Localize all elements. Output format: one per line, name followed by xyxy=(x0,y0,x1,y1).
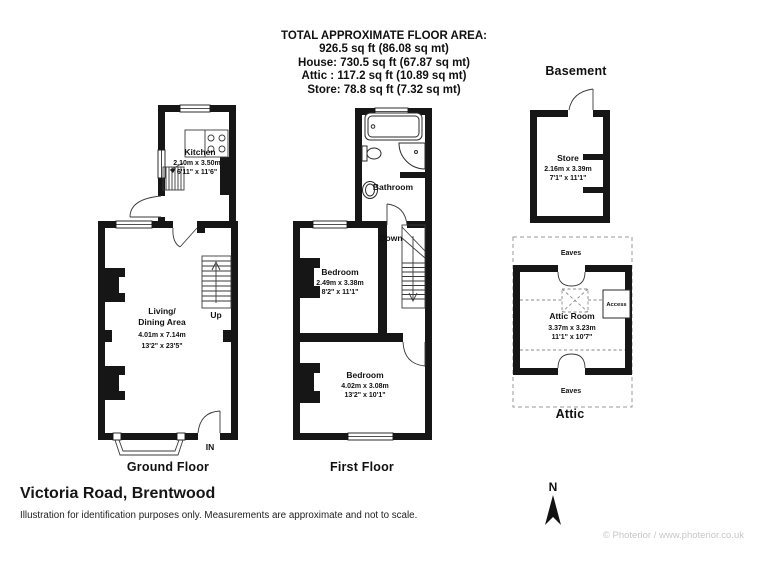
stair-void xyxy=(562,289,588,312)
room-name-label: Attic Room xyxy=(549,311,595,321)
room-dimensions-imperial: 8'2" x 11'1" xyxy=(321,289,359,296)
room-name-label: Store xyxy=(557,153,579,163)
entrance-opening xyxy=(198,433,220,440)
eaves-label-bottom: Eaves xyxy=(560,388,582,395)
basement-title: Basement xyxy=(545,64,607,78)
room-dimensions-imperial: 13'2" x 10'1" xyxy=(344,392,386,399)
room-dimensions-metric: 3.37m x 3.23m xyxy=(548,325,596,332)
ground-floor-title: Ground Floor xyxy=(126,460,210,474)
living-door-opening xyxy=(173,221,197,228)
dormer-opening-top xyxy=(558,265,585,272)
summary-title: TOTAL APPROXIMATE FLOOR AREA: xyxy=(281,30,487,42)
stairs-up-label: Up xyxy=(210,310,222,320)
summary-house: House: 730.5 sq ft (67.87 sq mt) xyxy=(298,56,470,69)
dormer-opening-bottom xyxy=(558,368,585,375)
property-address: Victoria Road, Brentwood xyxy=(20,485,216,502)
basement-plan xyxy=(515,80,625,230)
room-dimensions-metric: 4.01m x 7.14m xyxy=(138,332,186,339)
room-dimensions-metric: 2.10m x 3.50m xyxy=(173,160,221,167)
staircase-up xyxy=(202,256,231,308)
door-swing xyxy=(569,89,593,110)
entrance-in-label: IN xyxy=(205,442,215,452)
room-name-label: Bathroom xyxy=(372,182,414,192)
basement-stairs xyxy=(163,163,184,190)
room-name-label: Bedroom xyxy=(321,267,359,277)
room-dimensions-imperial: 13'2" x 23'5" xyxy=(141,343,183,350)
bathtub-icon xyxy=(365,113,422,140)
access-label: Access xyxy=(606,302,627,308)
toilet-icon xyxy=(362,146,381,161)
room-name-label: Living/ xyxy=(148,306,176,316)
room-name-label: Dining Area xyxy=(138,317,186,327)
disclaimer-text: Illustration for identification purposes only. Measurements are approximate and not to scale. xyxy=(20,510,418,521)
summary-store: Store: 78.8 sq ft (7.32 sq mt) xyxy=(307,83,461,96)
north-compass xyxy=(542,480,564,533)
room-dimensions-imperial: 6'11" x 11'6" xyxy=(176,169,218,176)
bathroom-door-opening xyxy=(387,221,407,228)
attic-title: Attic xyxy=(555,407,585,421)
room-name-label: Kitchen xyxy=(184,147,216,157)
eaves-label-top: Eaves xyxy=(560,250,582,257)
access-hatch xyxy=(603,290,630,318)
stairs-down-label: Down xyxy=(379,233,403,243)
ground-floor-plan xyxy=(90,100,280,480)
room-dimensions-metric: 2.16m x 3.39m xyxy=(544,166,592,173)
room-dimensions-imperial: 7'1" x 11'1" xyxy=(549,175,587,182)
room-name-label: Bedroom xyxy=(346,370,384,380)
shower-icon xyxy=(399,143,425,169)
room-dimensions-imperial: 11'1" x 10'7" xyxy=(551,334,593,341)
room-dimensions-metric: 2.49m x 3.38m xyxy=(316,280,364,287)
room-dimensions-metric: 4.02m x 3.08m xyxy=(341,383,389,390)
first-floor-plan xyxy=(285,100,475,480)
north-arrow-icon xyxy=(542,494,564,528)
bay-window xyxy=(115,440,183,455)
credit-text: © Photerior / www.photerior.co.uk xyxy=(602,530,744,541)
summary-attic: Attic : 117.2 sq ft (10.89 sq mt) xyxy=(301,70,467,83)
summary-total: 926.5 sq ft (86.08 sq mt) xyxy=(319,43,449,56)
attic-plan xyxy=(505,232,680,417)
first-floor-title: First Floor xyxy=(329,460,394,474)
compass-n-label: N xyxy=(548,480,558,494)
staircase-down xyxy=(402,225,425,308)
back-door-opening xyxy=(158,196,165,217)
floor-area-summary xyxy=(234,30,534,97)
basement-door-opening xyxy=(568,110,593,117)
eaves-boundary xyxy=(513,237,632,407)
